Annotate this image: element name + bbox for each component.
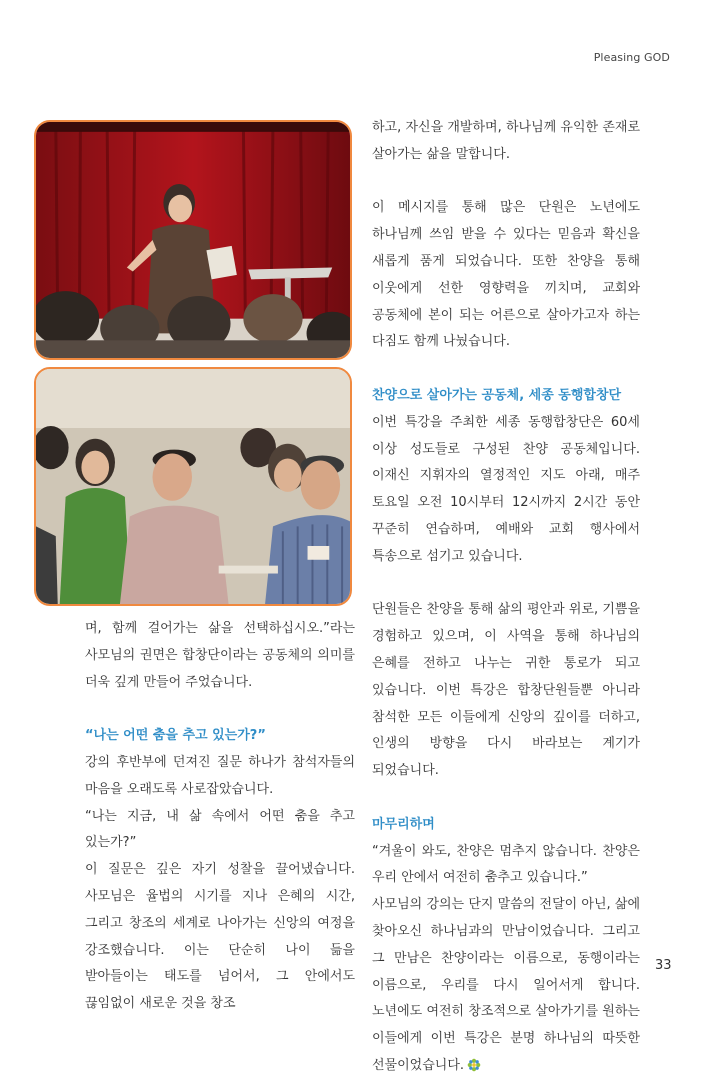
- body-paragraph: 강의 후반부에 던져진 질문 하나가 참석자들의 마음을 오래도록 사로잡았습니다.: [85, 754, 355, 797]
- quote-line: “겨울이 와도, 찬양은 멈추지 않습니다. 찬양은 우리 안에서 여전히 춤추고 있습니다.”: [372, 843, 640, 886]
- speaker-photo-image: [36, 122, 350, 358]
- body-paragraph: 이번 특강을 주최한 세종 동행합창단은 60세 이상 성도들로 구성된 찬양 공동체입니다. 이재신 지휘자의 열정적인 지도 아래, 매주 토요일 오전 10시부터 12시까지 2시간 동안 꾸준히 연습하며, 예배와 교회 행사에서 특송으로 섬기고 있습니다.: [372, 414, 640, 564]
- section-heading-dance: “나는 어떤 춤을 추고 있는가?”: [85, 728, 266, 744]
- body-paragraph: 단원들은 찬양을 통해 삶의 평안과 위로, 기쁨을 경험하고 있으며, 이 사역을 통해 하나님의 은혜를 전하고 나누는 귀한 통로가 되고 있습니다. 이번 특강은 합창단원들뿐 아니라 참석한 모든 이들에게 신앙의 깊이를 더하고, 인생의 방향을 다시 바라보는 계기가 되었습니다.: [372, 602, 640, 779]
- section-heading-choir: 찬양으로 살아가는 공동체, 세종 동행합창단: [372, 387, 622, 403]
- closing-paragraph: [372, 892, 640, 1080]
- quote-line: “나는 지금, 내 삶 속에서 어떤 춤을 추고 있는가?”: [85, 808, 355, 851]
- page-number: 33: [655, 958, 672, 973]
- body-paragraph: 이 메시지를 통해 많은 단원은 노년에도 하나님께 쓰임 받을 수 있다는 믿음과 확신을 새롭게 품게 되었습니다. 또한 찬양을 통해 이웃에게 선한 영향력을 끼치며, 교회와 공동체에 본이 되는 어른으로 살아가고자 하는 다짐도 함께 나눴습니다.: [372, 200, 640, 350]
- intro-paragraph: 며, 함께 걸어가는 삶을 선택하십시오.”라는 사모님의 권면은 합창단이라는 공동체의 의미를 더욱 깊게 만들어 주었습니다.: [85, 621, 355, 690]
- section-heading-closing: 마무리하며: [372, 816, 435, 832]
- right-column: [372, 115, 640, 1080]
- body-paragraph: 이 질문은 깊은 자기 성찰을 끌어냈습니다. 사모님은 율법의 시기를 지나 은혜의 시간, 그리고 창조의 세계로 나아가는 신앙의 여정을 강조했습니다. 이는 단순히 나이 듦을 받아들이는 태도를 넘어서, 그 안에서도 끊임없이 새로운 것을 창조: [85, 862, 355, 1012]
- flower-end-icon: [467, 1058, 481, 1072]
- audience-photo-image: [36, 369, 350, 604]
- closing-text: 사모님의 강의는 단지 말씀의 전달이 아닌, 삶에 찾아오신 하나님과의 만남이었습니다. 그리고 그 만남은 찬양이라는 이름으로, 동행이라는 이름으로, 우리를 다시 일어서게 합니다. 노년에도 여전히 창조적으로 살아가기를 원하는 이들에게 이번 특강은 분명 하나님의 따뜻한 선물이었습니다.: [372, 897, 640, 1073]
- left-column: [85, 616, 355, 1018]
- section-header: Pleasing GOD: [593, 51, 670, 64]
- audience-photo: [34, 367, 352, 606]
- body-paragraph: 하고, 자신을 개발하며, 하나님께 유익한 존재로 살아가는 삶을 말합니다.: [372, 120, 640, 162]
- speaker-photo: [34, 120, 352, 360]
